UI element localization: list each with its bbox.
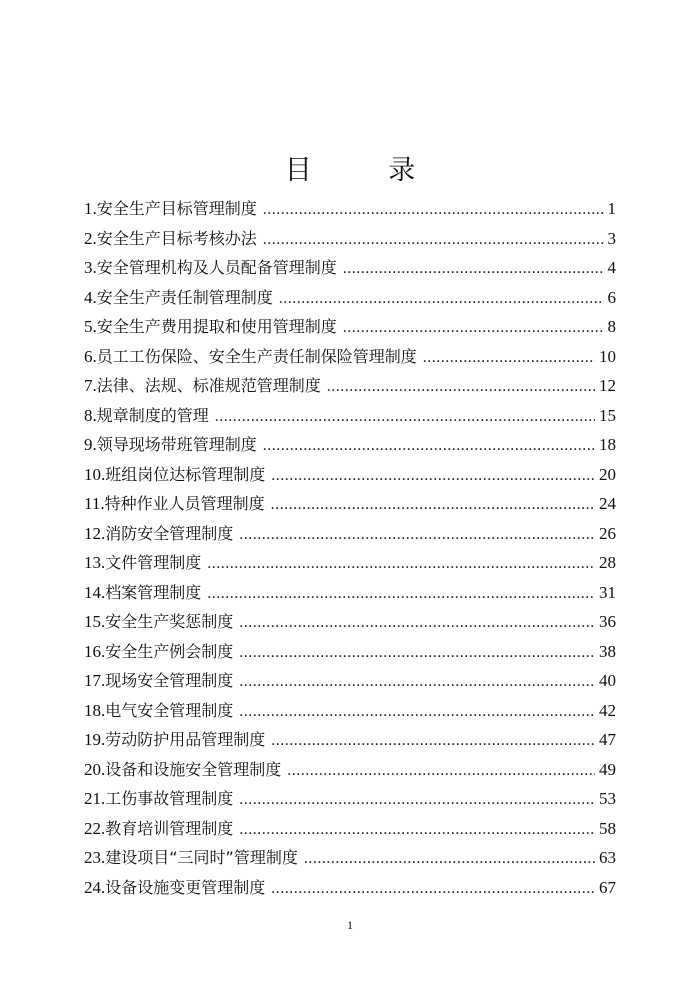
toc-entry[interactable] xyxy=(84,666,616,696)
dot-leader xyxy=(271,490,595,520)
entry-title: 安全管理机构及人员配备管理制度 xyxy=(96,258,337,277)
toc-entry[interactable] xyxy=(84,342,616,372)
entry-page-number: 1 xyxy=(607,199,616,218)
entry-title: 档案管理制度 xyxy=(105,582,202,602)
entry-page-number: 58 xyxy=(599,818,616,838)
entry-page-number: 63 xyxy=(599,848,616,867)
entry-title: 安全生产目标考核办法 xyxy=(96,228,257,248)
entry-number: 24. xyxy=(84,877,106,897)
toc-entry[interactable] xyxy=(84,725,616,755)
entry-page-number: 4 xyxy=(607,258,616,277)
page-title: 目 录 xyxy=(284,155,450,186)
toc-entry[interactable] xyxy=(84,637,616,667)
toc-entry[interactable] xyxy=(84,814,616,844)
entry-title: 工伤事故管理制度 xyxy=(105,789,234,808)
entry-page-number: 12 xyxy=(599,376,616,395)
entry-number: 12. xyxy=(84,523,106,543)
entry-title: 安全生产例会制度 xyxy=(105,641,234,661)
entry-number: 19. xyxy=(84,730,106,749)
entry-number: 8. xyxy=(84,405,97,425)
entry-page-number: 28 xyxy=(599,553,616,572)
entry-number: 5. xyxy=(84,317,97,336)
dot-leader xyxy=(287,756,595,786)
entry-page-number: 26 xyxy=(599,523,616,543)
footer-page-number: 1 xyxy=(347,918,353,932)
entry-number: 18. xyxy=(84,700,106,720)
entry-number: 15. xyxy=(84,612,106,631)
entry-number: 16. xyxy=(84,641,106,661)
entry-page-number: 40 xyxy=(599,671,616,690)
entry-number: 21. xyxy=(84,789,106,808)
entry-number: 1. xyxy=(84,199,97,218)
toc-entry[interactable] xyxy=(84,194,616,224)
dot-leader xyxy=(423,343,595,373)
dot-leader xyxy=(343,254,604,284)
toc-entry[interactable] xyxy=(84,283,616,313)
dot-leader xyxy=(215,402,595,432)
table-of-contents xyxy=(84,194,616,902)
entry-page-number: 67 xyxy=(599,877,616,897)
dot-leader xyxy=(271,461,595,491)
entry-title: 消防安全管理制度 xyxy=(105,523,234,543)
entry-page-number: 36 xyxy=(599,612,616,631)
entry-number: 10. xyxy=(84,464,106,484)
entry-page-number: 53 xyxy=(599,789,616,808)
entry-page-number: 47 xyxy=(599,730,616,749)
dot-leader xyxy=(263,195,604,225)
entry-title: 电气安全管理制度 xyxy=(105,700,234,720)
toc-entry[interactable] xyxy=(84,784,616,814)
entry-number: 14. xyxy=(84,582,106,602)
dot-leader xyxy=(343,313,604,343)
entry-number: 7. xyxy=(84,376,97,395)
entry-number: 11. xyxy=(84,494,105,513)
entry-title: 设备设施变更管理制度 xyxy=(105,877,266,897)
dot-leader xyxy=(239,785,595,815)
entry-title: 规章制度的管理 xyxy=(96,405,209,425)
dot-leader xyxy=(327,372,595,402)
entry-number: 20. xyxy=(84,759,106,779)
dot-leader xyxy=(239,667,595,697)
dot-leader xyxy=(239,608,595,638)
toc-entry[interactable] xyxy=(84,430,616,460)
entry-number: 6. xyxy=(84,346,97,366)
toc-entry[interactable] xyxy=(84,578,616,608)
entry-page-number: 3 xyxy=(607,228,616,248)
entry-title: 领导现场带班管理制度 xyxy=(96,435,257,454)
toc-entry[interactable] xyxy=(84,224,616,254)
entry-page-number: 42 xyxy=(599,700,616,720)
entry-number: 22. xyxy=(84,818,106,838)
entry-page-number: 15 xyxy=(599,405,616,425)
toc-entry[interactable] xyxy=(84,607,616,637)
entry-number: 2. xyxy=(84,228,97,248)
dot-leader xyxy=(279,284,604,314)
entry-title: 劳动防护用品管理制度 xyxy=(105,730,266,749)
entry-number: 9. xyxy=(84,435,97,454)
entry-number: 13. xyxy=(84,553,106,572)
toc-entry[interactable] xyxy=(84,253,616,283)
entry-page-number: 6 xyxy=(607,287,616,307)
entry-title: 教育培训管理制度 xyxy=(105,818,234,838)
dot-leader xyxy=(263,225,604,255)
entry-title: 特种作业人员管理制度 xyxy=(104,494,265,513)
toc-entry[interactable] xyxy=(84,755,616,785)
dot-leader xyxy=(207,549,595,579)
toc-entry[interactable] xyxy=(84,873,616,903)
entry-number: 23. xyxy=(84,848,106,867)
toc-entry[interactable] xyxy=(84,401,616,431)
toc-entry[interactable] xyxy=(84,519,616,549)
entry-title: 文件管理制度 xyxy=(105,553,202,572)
entry-title: 安全生产奖惩制度 xyxy=(105,612,234,631)
entry-page-number: 8 xyxy=(607,317,616,336)
dot-leader xyxy=(239,815,595,845)
toc-entry[interactable] xyxy=(84,696,616,726)
toc-entry[interactable] xyxy=(84,843,616,873)
toc-entry[interactable] xyxy=(84,460,616,490)
entry-page-number: 38 xyxy=(599,641,616,661)
entry-page-number: 10 xyxy=(599,346,616,366)
toc-entry[interactable] xyxy=(84,548,616,578)
toc-entry[interactable] xyxy=(84,312,616,342)
dot-leader xyxy=(304,844,595,874)
dot-leader xyxy=(207,579,595,609)
entry-number: 3. xyxy=(84,258,97,277)
entry-page-number: 31 xyxy=(599,582,616,602)
entry-page-number: 20 xyxy=(599,464,616,484)
entry-page-number: 24 xyxy=(599,494,616,513)
entry-title: 现场安全管理制度 xyxy=(105,671,234,690)
entry-title: 班组岗位达标管理制度 xyxy=(105,464,266,484)
entry-title: 员工工伤保险、安全生产责任制保险管理制度 xyxy=(96,346,417,366)
dot-leader xyxy=(239,638,595,668)
dot-leader xyxy=(239,697,595,727)
entry-title: 安全生产目标管理制度 xyxy=(96,199,257,218)
entry-title: 安全生产责任制管理制度 xyxy=(96,287,273,307)
entry-page-number: 18 xyxy=(599,435,616,454)
entry-title: 法律、法规、标准规范管理制度 xyxy=(96,376,321,395)
entry-number: 17. xyxy=(84,671,106,690)
entry-title: 设备和设施安全管理制度 xyxy=(105,759,282,779)
dot-leader xyxy=(239,520,595,550)
toc-entry[interactable] xyxy=(84,489,616,519)
entry-title: 安全生产费用提取和使用管理制度 xyxy=(96,317,337,336)
toc-entry[interactable] xyxy=(84,371,616,401)
dot-leader xyxy=(271,726,595,756)
entry-number: 4. xyxy=(84,287,97,307)
entry-title: 建设项目“三同时”管理制度 xyxy=(105,848,298,867)
dot-leader xyxy=(271,874,595,904)
dot-leader xyxy=(263,431,595,461)
entry-page-number: 49 xyxy=(599,759,616,779)
